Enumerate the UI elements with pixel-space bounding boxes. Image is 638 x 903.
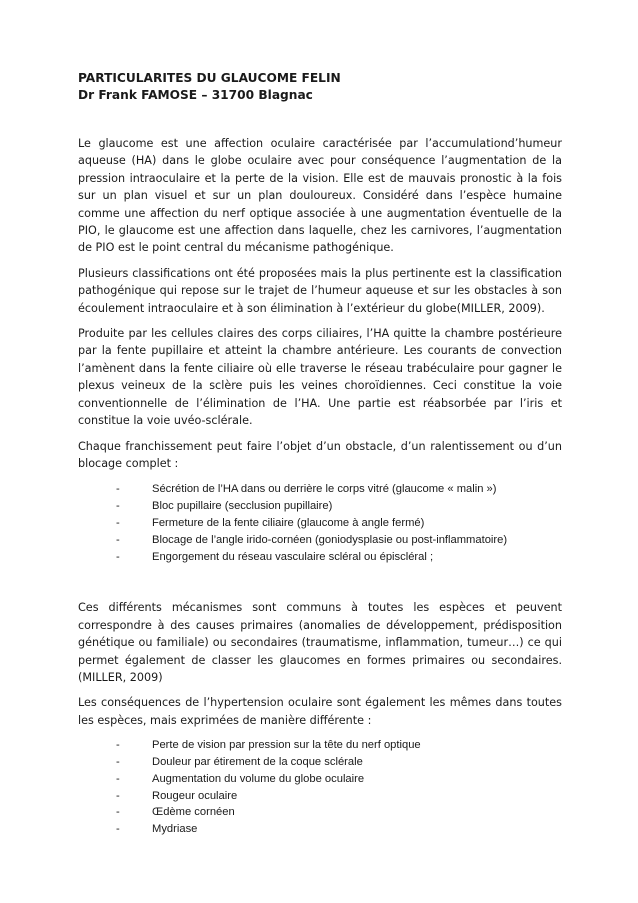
list-dash: - — [116, 500, 120, 513]
list-dash: - — [116, 533, 120, 546]
paragraph-obstacles-intro: Chaque franchissement peut faire l’objet d’un obstacle, d’un ralentissement ou d’un blocage complet : — [78, 439, 562, 470]
paragraph-intro: Le glaucome est une affection oculaire caractérisée par l’accumulationd’humeur aqueuse (HA) dans le globe oculaire avec pour conséquence l’augmentation de la pression intraoculaire et la perte de la vision. Elle est de mauvais pronostic à la fois sur un plan visuel et sur un plan douloureux. Considéré dans l’espèce humaine comme une affection du nerf optique associée à une augmentation éventuelle de la PIO, le glaucome est une affection dans laquelle, chez les carnivores, l’augmentation de PIO est le point central du mécanisme pathogénique. — [78, 137, 562, 255]
paragraph-aqueous-humor-path: Produite par les cellules claires des corps ciliaires, l’HA quitte la chambre postérieure par la fente pupillaire et atteint la chambre antérieure. Les courants de convection l’amènent dans la fente ciliaire où elle traverse le réseau trabéculaire pour gagner le plexus veineux de la sclère puis les veines choroïdiennes. Ceci constitue la voie conventionnelle de l’élimination de l’HA. Une partie est réabsorbée par l’iris et constitue la voie uvéo-sclérale. — [78, 327, 562, 428]
paragraph-mechanisms: Ces différents mécanismes sont communs à toutes les espèces et peuvent correspondre à des causes primaires (anomalies de développement, prédisposition génétique ou familiale) ou secondaires (traumatisme, inflammation, tumeur…) ce qui permet également de classer les glaucomes en formes primaires ou secondaires.(MILLER, 2009) — [78, 601, 562, 684]
list-dash: - — [116, 772, 120, 785]
list-item: - Sécrétion de l’HA dans ou derrière le corps vitré (glaucome « malin ») — [78, 481, 562, 498]
list-dash: - — [116, 789, 120, 802]
list-item: - Engorgement du réseau vasculaire scléral ou épiscléral ; — [78, 549, 562, 566]
list-item: - Œdème cornéen — [78, 804, 562, 821]
list-dash: - — [116, 483, 120, 496]
document-author: Dr Frank FAMOSE – 31700 Blagnac — [78, 88, 313, 102]
list-item: - Douleur par étirement de la coque sclérale — [78, 754, 562, 771]
obstacles-list — [78, 481, 562, 565]
paragraph-consequences-intro: Les conséquences de l’hypertension oculaire sont également les mêmes dans toutes les espèces, mais exprimées de manière différente : — [78, 696, 562, 727]
list-item: - Bloc pupillaire (secclusion pupillaire) — [78, 498, 562, 515]
list-item: - Rougeur oculaire — [78, 788, 562, 805]
list-dash: - — [116, 806, 120, 819]
consequences-list — [78, 737, 562, 838]
obstacles-list-wrap — [78, 481, 562, 565]
list-dash: - — [116, 739, 120, 752]
document-title: PARTICULARITES DU GLAUCOME FELIN — [78, 71, 341, 85]
list-item: - Mydriase — [78, 821, 562, 838]
list-item: - Augmentation du volume du globe oculaire — [78, 771, 562, 788]
list-dash: - — [116, 550, 120, 563]
list-item: - Fermeture de la fente ciliaire (glaucome à angle fermé) — [78, 515, 562, 532]
list-item: - Blocage de l’angle irido-cornéen (goniodysplasie ou post-inflammatoire) — [78, 532, 562, 549]
list-item: - Perte de vision par pression sur la tête du nerf optique — [78, 737, 562, 754]
list-dash: - — [116, 823, 120, 836]
list-dash: - — [116, 755, 120, 768]
document-page — [78, 70, 562, 838]
list-dash: - — [116, 516, 120, 529]
paragraph-classification: Plusieurs classifications ont été proposées mais la plus pertinente est la classification pathogénique qui repose sur le trajet de l’humeur aqueuse et sur les obstacles à son écoulement intraoculaire et à son élimination à l’extérieur du globe(MILLER, 2009). — [78, 266, 562, 315]
